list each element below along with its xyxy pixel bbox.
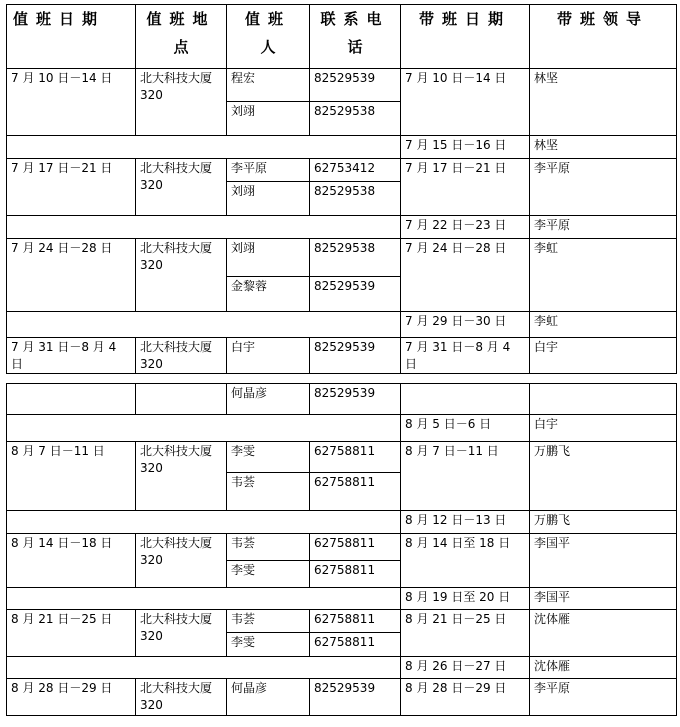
- empty-span-cell: [7, 312, 401, 338]
- leader-cell: [530, 384, 677, 415]
- duty-date-cell: [7, 384, 136, 415]
- leader-cell: 李国平: [530, 588, 677, 610]
- phone-cell: 82529538: [310, 102, 401, 136]
- duty-place-cell: 北大科技大厦 320: [136, 610, 227, 657]
- phone-cell: 62758811: [310, 561, 401, 588]
- duty-person-cell: 刘翊: [227, 102, 310, 136]
- phone-cell: 82529539: [310, 277, 401, 312]
- empty-span-cell: [7, 588, 401, 610]
- duty-table-july: [6, 4, 677, 374]
- header-duty-person-line1: 值班: [244, 10, 291, 28]
- lead-date-cell: 8 月 21 日－25 日: [401, 610, 530, 657]
- duty-date-cell: 7 月 17 日－21 日: [7, 159, 136, 216]
- empty-span-cell: [7, 136, 401, 159]
- table-row: [7, 312, 677, 338]
- duty-place-cell: 北大科技大厦 320: [136, 338, 227, 374]
- header-duty-date: 值班日期: [7, 5, 136, 69]
- leader-cell: 白宇: [530, 415, 677, 442]
- duty-date-cell: 8 月 28 日－29 日: [7, 679, 136, 716]
- duty-person-cell: 刘翊: [227, 182, 310, 216]
- leader-cell: 沈体雁: [530, 657, 677, 679]
- lead-date-cell: 8 月 5 日－6 日: [401, 415, 530, 442]
- lead-date-cell: 8 月 7 日－11 日: [401, 442, 530, 511]
- header-lead-date: 带班日期: [401, 5, 530, 69]
- phone-cell: 82529539: [310, 69, 401, 102]
- phone-cell: 82529539: [310, 338, 401, 374]
- duty-table-august: [6, 383, 677, 716]
- leader-cell: 林坚: [530, 69, 677, 136]
- duty-place-cell: [136, 384, 227, 415]
- duty-place-cell: 北大科技大厦 320: [136, 159, 227, 216]
- lead-date-cell: 7 月 10 日－14 日: [401, 69, 530, 136]
- lead-date-cell: 7 月 22 日－23 日: [401, 216, 530, 239]
- duty-date-cell: 7 月 10 日－14 日: [7, 69, 136, 136]
- duty-person-cell: 韦荟: [227, 473, 310, 511]
- duty-place-cell: 北大科技大厦 320: [136, 69, 227, 136]
- leader-cell: 李平原: [530, 159, 677, 216]
- duty-person-cell: 金黎蓉: [227, 277, 310, 312]
- lead-date-cell: 7 月 15 日－16 日: [401, 136, 530, 159]
- lead-date-cell: 7 月 29 日－30 日: [401, 312, 530, 338]
- phone-cell: 82529539: [310, 679, 401, 716]
- duty-place-cell: 北大科技大厦 320: [136, 679, 227, 716]
- duty-person-cell: 何晶彦: [227, 384, 310, 415]
- table-row: [7, 216, 677, 239]
- duty-date-cell: 8 月 14 日－18 日: [7, 534, 136, 588]
- leader-cell: 李虹: [530, 312, 677, 338]
- empty-span-cell: [7, 216, 401, 239]
- lead-date-cell: 8 月 19 日至 20 日: [401, 588, 530, 610]
- duty-date-cell: 7 月 31 日－8 月 4 日: [7, 338, 136, 374]
- header-duty-place: [136, 5, 227, 69]
- lead-date-cell: 7 月 31 日－8 月 4 日: [401, 338, 530, 374]
- duty-person-cell: 李雯: [227, 633, 310, 657]
- leader-cell: 白宇: [530, 338, 677, 374]
- duty-date-cell: 8 月 21 日－25 日: [7, 610, 136, 657]
- lead-date-cell: 8 月 12 日－13 日: [401, 511, 530, 534]
- empty-span-cell: [7, 511, 401, 534]
- header-duty-place-line2: 点: [173, 38, 189, 56]
- duty-date-cell: 7 月 24 日－28 日: [7, 239, 136, 312]
- phone-cell: 82529538: [310, 182, 401, 216]
- phone-cell: 82529539: [310, 384, 401, 415]
- lead-date-cell: 8 月 28 日－29 日: [401, 679, 530, 716]
- table-row: [7, 657, 677, 679]
- lead-date-cell: 7 月 17 日－21 日: [401, 159, 530, 216]
- duty-person-cell: 李雯: [227, 442, 310, 473]
- header-duty-place-line1: 值班地: [146, 10, 216, 28]
- header-duty-person: [227, 5, 310, 69]
- table-header-row: [7, 5, 677, 69]
- duty-place-cell: 北大科技大厦 320: [136, 534, 227, 588]
- duty-person-cell: 韦荟: [227, 534, 310, 561]
- leader-cell: 李平原: [530, 216, 677, 239]
- table-row: [7, 588, 677, 610]
- lead-date-cell: 7 月 24 日－28 日: [401, 239, 530, 312]
- lead-date-cell: 8 月 14 日至 18 日: [401, 534, 530, 588]
- duty-person-cell: 何晶彦: [227, 679, 310, 716]
- lead-date-cell: 8 月 26 日－27 日: [401, 657, 530, 679]
- header-phone: [310, 5, 401, 69]
- duty-person-cell: 程宏: [227, 69, 310, 102]
- table-row: [7, 679, 677, 716]
- table-row: [7, 534, 677, 561]
- leader-cell: 万鹏飞: [530, 442, 677, 511]
- duty-person-cell: 刘翊: [227, 239, 310, 277]
- phone-cell: 82529538: [310, 239, 401, 277]
- empty-span-cell: [7, 415, 401, 442]
- table-row: [7, 159, 677, 182]
- header-leader: 带班领导: [530, 5, 677, 69]
- table-row: [7, 239, 677, 277]
- empty-span-cell: [7, 657, 401, 679]
- header-phone-line1: 联系电: [320, 10, 390, 28]
- lead-date-cell: [401, 384, 530, 415]
- leader-cell: 沈体雁: [530, 610, 677, 657]
- phone-cell: 62758811: [310, 442, 401, 473]
- table-row: [7, 442, 677, 473]
- table-row: [7, 384, 677, 415]
- table-row: [7, 610, 677, 633]
- phone-cell: 62758811: [310, 633, 401, 657]
- phone-cell: 62758811: [310, 473, 401, 511]
- leader-cell: 李平原: [530, 679, 677, 716]
- table-row: [7, 69, 677, 102]
- leader-cell: 李虹: [530, 239, 677, 312]
- phone-cell: 62753412: [310, 159, 401, 182]
- leader-cell: 李国平: [530, 534, 677, 588]
- table-row: [7, 511, 677, 534]
- duty-person-cell: 李平原: [227, 159, 310, 182]
- header-duty-person-line2: 人: [260, 38, 276, 56]
- table-row: [7, 415, 677, 442]
- duty-place-cell: 北大科技大厦 320: [136, 239, 227, 312]
- leader-cell: 万鹏飞: [530, 511, 677, 534]
- duty-place-cell: 北大科技大厦 320: [136, 442, 227, 511]
- leader-cell: 林坚: [530, 136, 677, 159]
- table-row: [7, 338, 677, 374]
- duty-date-cell: 8 月 7 日－11 日: [7, 442, 136, 511]
- table-row: [7, 136, 677, 159]
- phone-cell: 62758811: [310, 610, 401, 633]
- header-phone-line2: 话: [347, 38, 363, 56]
- phone-cell: 62758811: [310, 534, 401, 561]
- duty-person-cell: 白宇: [227, 338, 310, 374]
- duty-person-cell: 李雯: [227, 561, 310, 588]
- duty-person-cell: 韦荟: [227, 610, 310, 633]
